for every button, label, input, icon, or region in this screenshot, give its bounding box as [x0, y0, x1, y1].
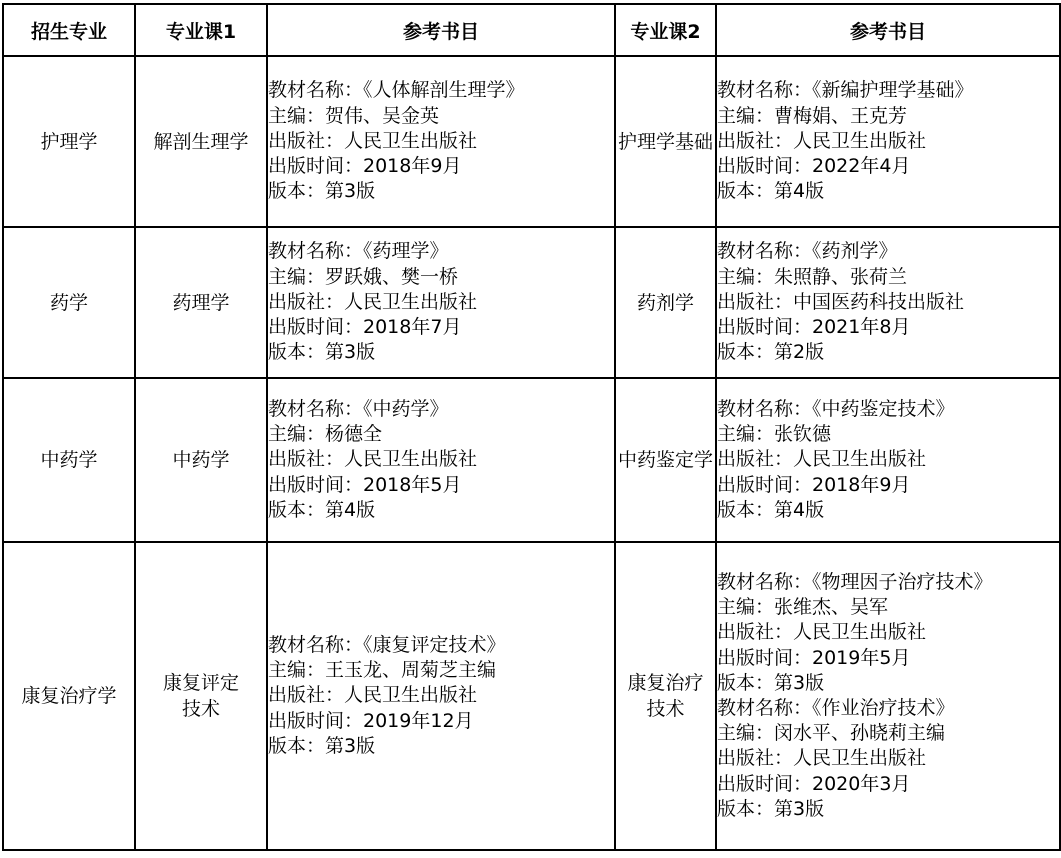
table-row	[3, 56, 1060, 227]
book-date: 出版时间：2022年4月	[717, 155, 911, 178]
header-books1: 参考书目	[267, 4, 615, 56]
book-title: 教材名称：《药剂学》	[717, 240, 898, 263]
book-editor: 主编：张维杰、吴军	[717, 596, 889, 619]
book-edition: 版本：第3版	[268, 180, 376, 203]
book-edition: 版本：第4版	[717, 498, 825, 521]
book-editor: 主编：王玉龙、周菊芝主编	[268, 659, 497, 682]
book-title: 教材名称：《中药鉴定技术》	[717, 397, 955, 420]
course1-name-line: 康复评定	[162, 672, 239, 694]
major-name: 中药学	[40, 449, 98, 471]
book-title: 教材名称：《新编护理学基础》	[717, 79, 974, 102]
header-row	[3, 4, 1060, 56]
table-row	[3, 378, 1060, 542]
book-publisher: 出版社：人民卫生出版社	[268, 684, 478, 707]
course1-name-line: 技术	[181, 698, 220, 720]
course2-name: 护理学基础	[617, 130, 713, 153]
books1-cell	[267, 378, 615, 542]
book-title: 教材名称：《康复评定技术》	[268, 633, 506, 656]
book-publisher: 出版社：人民卫生出版社	[717, 448, 927, 471]
course2-cell	[615, 227, 716, 378]
book-date: 出版时间：2018年7月	[268, 316, 462, 339]
books2-cell	[716, 227, 1060, 378]
book-date: 出版时间：2018年5月	[268, 473, 462, 496]
header-major: 招生专业	[3, 4, 135, 56]
major-name: 康复治疗学	[21, 685, 117, 707]
book-editor: 主编：贺伟、吴金英	[268, 104, 440, 127]
course2-cell	[615, 378, 716, 542]
book-edition: 版本：第3版	[268, 341, 376, 364]
book-date: 出版时间：2018年9月	[717, 473, 911, 496]
book-date: 出版时间：2018年9月	[268, 155, 462, 178]
book-editor: 主编：罗跃娥、樊一桥	[268, 265, 459, 288]
header-books2: 参考书目	[716, 4, 1060, 56]
header-course1: 专业课1	[135, 4, 267, 56]
book-editor: 主编：张钦德	[717, 423, 832, 446]
books2-cell	[716, 56, 1060, 227]
book-date: 出版时间：2019年5月	[717, 646, 911, 669]
book-publisher: 出版社：中国医药科技出版社	[717, 290, 965, 313]
book-editor: 主编：闵水平、孙晓莉主编	[717, 722, 946, 745]
book-edition: 版本：第4版	[717, 180, 825, 203]
course1-name: 中药学	[172, 449, 230, 471]
book-edition: 版本：第4版	[268, 498, 376, 521]
course2-name: 药剂学	[636, 291, 694, 314]
book-title: 教材名称：《作业治疗技术》	[717, 697, 955, 719]
book-edition: 版本：第3版	[717, 797, 825, 820]
book-title: 教材名称：《人体解剖生理学》	[268, 79, 525, 102]
books1-cell	[267, 56, 615, 227]
book-publisher: 出版社：人民卫生出版社	[717, 747, 927, 770]
major-cell	[3, 227, 135, 378]
book-editor: 主编：曹梅娟、王克芳	[717, 104, 908, 127]
books1-cell	[267, 227, 615, 378]
book-publisher: 出版社：人民卫生出版社	[717, 129, 927, 152]
course2-name: 中药鉴定学	[617, 449, 713, 471]
book-edition: 版本：第3版	[717, 671, 825, 694]
course2-name-line: 技术	[646, 698, 685, 720]
book-editor: 主编：朱照静、张荷兰	[717, 265, 908, 288]
course1-cell	[135, 227, 267, 378]
book-publisher: 出版社：人民卫生出版社	[268, 448, 478, 471]
reference-books-table	[2, 3, 1061, 851]
book-edition: 版本：第3版	[268, 734, 376, 757]
book-edition: 版本：第2版	[717, 341, 825, 364]
course1-cell	[135, 56, 267, 227]
books1-cell	[267, 542, 615, 850]
major-cell	[3, 378, 135, 542]
book-publisher: 出版社：人民卫生出版社	[268, 129, 478, 152]
course1-name: 药理学	[172, 291, 230, 314]
major-cell	[3, 542, 135, 850]
book-date: 出版时间：2020年3月	[717, 772, 911, 795]
books2-cell	[716, 542, 1060, 850]
book-title: 教材名称：《药理学》	[268, 240, 449, 263]
book-publisher: 出版社：人民卫生出版社	[717, 621, 927, 644]
course1-name: 解剖生理学	[153, 130, 249, 153]
books2-cell	[716, 378, 1060, 542]
table-row	[3, 227, 1060, 378]
book-publisher: 出版社：人民卫生出版社	[268, 290, 478, 313]
course1-cell	[135, 378, 267, 542]
book-date: 出版时间：2019年12月	[268, 709, 474, 732]
book-title: 教材名称：《物理因子治疗技术》	[717, 570, 993, 593]
book-title: 教材名称：《中药学》	[268, 397, 449, 420]
course2-cell	[615, 56, 716, 227]
major-name: 护理学	[40, 130, 98, 153]
course1-cell	[135, 542, 267, 850]
table-row	[3, 542, 1060, 850]
book-date: 出版时间：2021年8月	[717, 316, 911, 339]
major-name: 药学	[49, 291, 88, 314]
course2-cell	[615, 542, 716, 850]
book-editor: 主编：杨德全	[268, 423, 383, 446]
course2-name-line: 康复治疗	[627, 672, 704, 694]
major-cell	[3, 56, 135, 227]
header-course2: 专业课2	[615, 4, 716, 56]
